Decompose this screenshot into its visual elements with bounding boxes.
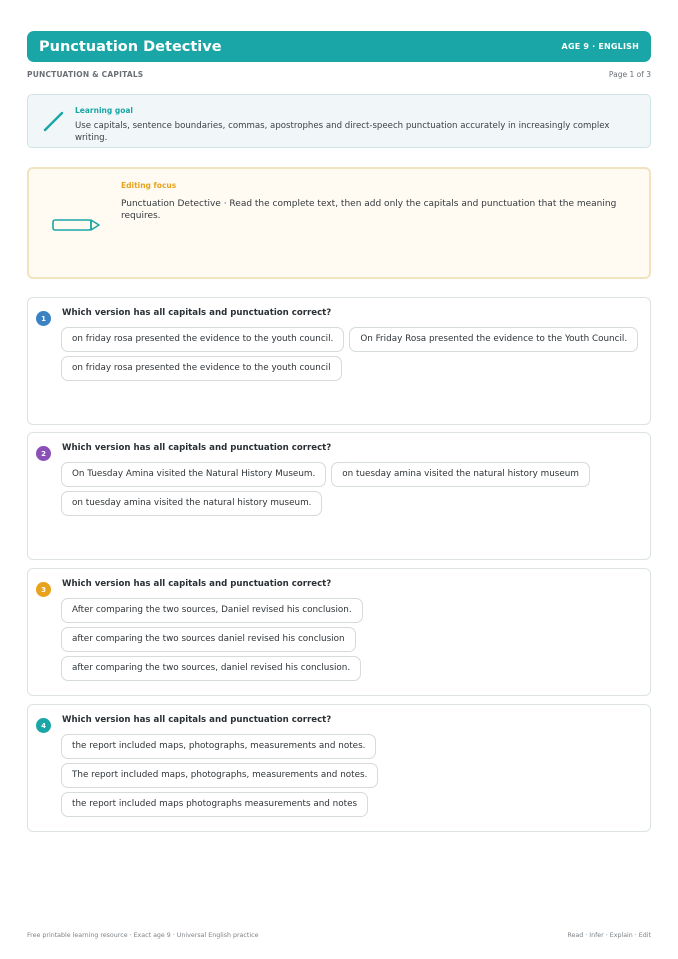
question-card — [27, 297, 651, 425]
section-bar — [27, 70, 651, 79]
question-number-badge: 2 — [36, 446, 51, 461]
answer-option[interactable]: On Friday Rosa presented the evidence to the Youth Council. — [349, 327, 638, 352]
answer-options — [61, 462, 678, 516]
footer-left-text: Free printable learning resource · Exact age 9 · Universal English practice — [27, 932, 259, 939]
answer-options — [61, 734, 621, 817]
learning-goal-box — [27, 94, 651, 148]
pencil-outline-icon — [51, 217, 101, 233]
answer-option[interactable]: the report included maps photographs measurements and notes — [61, 792, 368, 817]
question-prompt: Which version has all capitals and punctuation correct? — [62, 579, 332, 589]
question-prompt: Which version has all capitals and punctuation correct? — [62, 443, 332, 453]
question-number-badge: 4 — [36, 718, 51, 733]
question-prompt: Which version has all capitals and punctuation correct? — [62, 715, 332, 725]
footer-right-text: Read · Infer · Explain · Edit — [567, 932, 651, 939]
answer-option[interactable]: on tuesday amina visited the natural history museum — [331, 462, 590, 487]
answer-option[interactable]: After comparing the two sources, Daniel revised his conclusion. — [61, 598, 363, 623]
learning-goal-title: Learning goal — [75, 106, 134, 115]
question-card — [27, 568, 651, 696]
editing-focus-title: Editing focus — [121, 181, 177, 190]
answer-option[interactable]: The report included maps, photographs, measurements and notes. — [61, 763, 378, 788]
question-card — [27, 432, 651, 560]
question-card — [27, 704, 651, 832]
answer-option[interactable]: on friday rosa presented the evidence to the youth council — [61, 356, 342, 381]
page-title: Punctuation Detective — [39, 38, 222, 55]
answer-option[interactable]: after comparing the two sources, daniel revised his conclusion. — [61, 656, 361, 681]
editing-focus-box — [27, 167, 651, 279]
answer-options — [61, 598, 621, 681]
section-label: PUNCTUATION & CAPITALS — [27, 70, 144, 79]
answer-option[interactable]: after comparing the two sources daniel revised his conclusion — [61, 627, 356, 652]
answer-option[interactable]: the report included maps, photographs, measurements and notes. — [61, 734, 376, 759]
answer-options — [61, 327, 678, 381]
page-indicator: Page 1 of 3 — [608, 70, 651, 79]
age-subject-tag: AGE 9 · ENGLISH — [561, 42, 639, 51]
question-prompt: Which version has all capitals and punctuation correct? — [62, 308, 332, 318]
learning-goal-text: Use capitals, sentence boundaries, commas, apostrophes and direct-speech punctuation accurately in increasingly complex writing. — [75, 121, 610, 143]
question-number-badge: 1 — [36, 311, 51, 326]
answer-option[interactable]: on tuesday amina visited the natural history museum. — [61, 491, 322, 516]
pencil-icon — [42, 109, 66, 133]
question-number-badge: 3 — [36, 582, 51, 597]
answer-option[interactable]: on friday rosa presented the evidence to the youth council. — [61, 327, 344, 352]
answer-option[interactable]: On Tuesday Amina visited the Natural History Museum. — [61, 462, 326, 487]
page-footer — [27, 932, 651, 939]
editing-focus-text: Punctuation Detective · Read the complete text, then add only the capitals and punctuation that the meaning requires. — [121, 199, 617, 221]
worksheet-header — [27, 31, 651, 62]
